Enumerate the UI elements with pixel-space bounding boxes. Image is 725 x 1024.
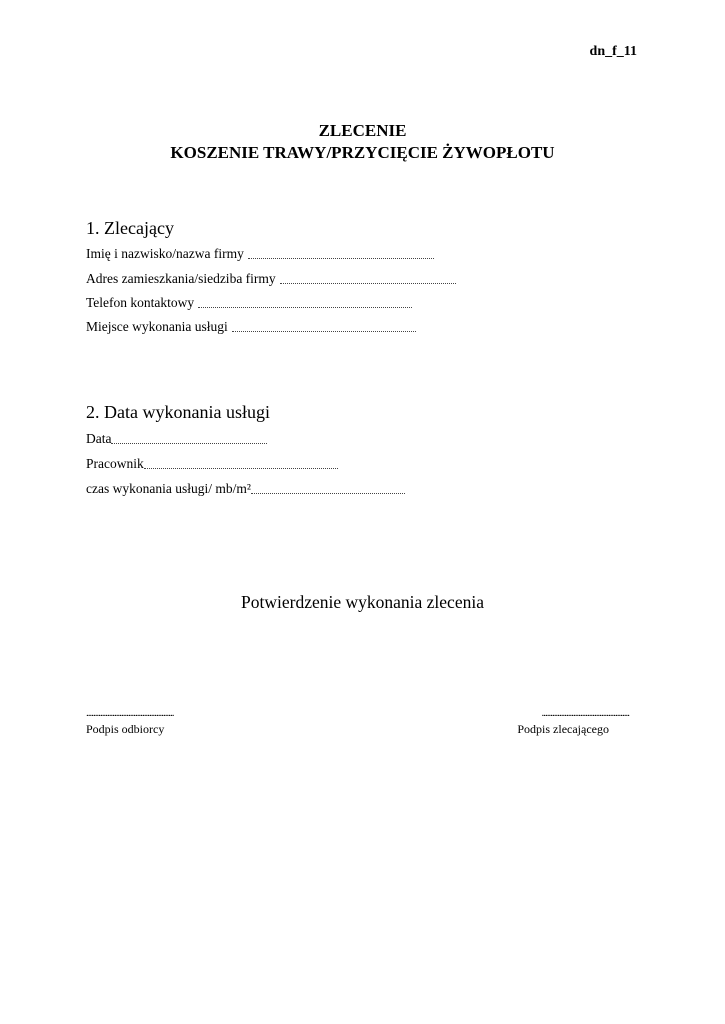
document-subtitle: KOSZENIE TRAWY/PRZYCIĘCIE ŻYWOPŁOTU (170, 143, 555, 162)
document-id: dn_f_11 (589, 44, 637, 59)
field-duration-label: czas wykonania usługi/ mb/m² (86, 481, 251, 496)
field-worker-line[interactable] (144, 468, 338, 469)
section-1-heading: 1. Zlecający (86, 218, 174, 238)
field-location[interactable] (86, 319, 416, 335)
field-name-line[interactable] (248, 258, 434, 259)
field-location-line[interactable] (232, 331, 416, 332)
field-location-label: Miejsce wykonania usługi (86, 319, 228, 334)
field-duration-line[interactable] (251, 493, 405, 494)
field-address-label: Adres zamieszkania/siedziba firmy (86, 271, 276, 286)
field-address[interactable] (86, 271, 456, 287)
field-date[interactable] (86, 431, 267, 447)
confirmation-heading: Potwierdzenie wykonania zlecenia (241, 592, 484, 612)
field-address-line[interactable] (280, 283, 456, 284)
field-name-label: Imię i nazwisko/nazwa firmy (86, 246, 244, 261)
field-worker-label: Pracownik (86, 456, 144, 471)
field-name[interactable] (86, 246, 434, 262)
field-worker[interactable] (86, 456, 338, 472)
signature-line-recipient[interactable]: .................................................. (86, 707, 174, 719)
signature-label-client: Podpis zlecającego (517, 722, 609, 736)
field-phone-line[interactable] (198, 307, 412, 308)
document-title: ZLECENIE (318, 121, 407, 140)
section-2-heading: 2. Data wykonania usługi (86, 402, 270, 422)
signature-line-client[interactable]: .................................................. (541, 707, 629, 719)
field-duration[interactable] (86, 481, 405, 497)
signature-label-recipient: Podpis odbiorcy (86, 722, 165, 736)
field-date-line[interactable] (111, 443, 267, 444)
field-phone-label: Telefon kontaktowy (86, 295, 195, 310)
field-date-label: Data (86, 431, 112, 446)
field-phone[interactable] (86, 295, 412, 311)
